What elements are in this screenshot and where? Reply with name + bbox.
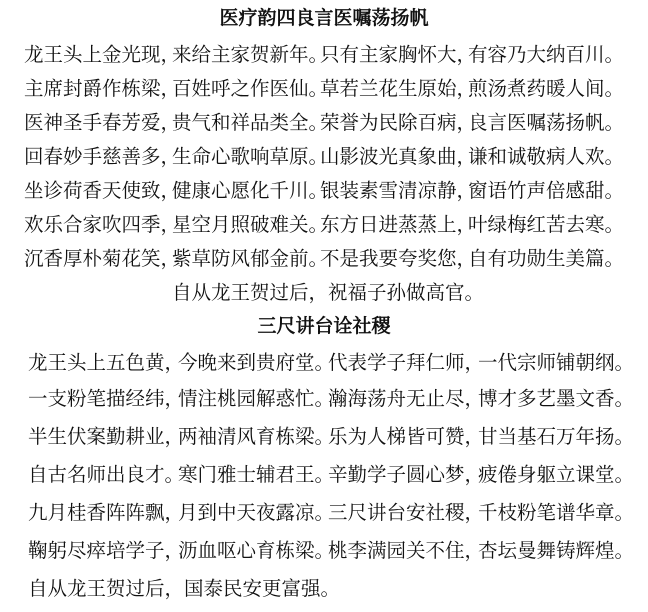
- poem-1-line: [24, 144, 625, 170]
- poem-1-line: [24, 42, 625, 68]
- poem-1-phrase: 窗语竹声倍感甜。: [468, 179, 625, 202]
- poem-1-title: 医疗韵四良言医嘱荡扬帆: [219, 7, 429, 29]
- poem-1-phrase: 贵气和祥品类全。: [172, 111, 329, 134]
- poem-1-phrase: 健康心愿化千川。: [172, 179, 329, 202]
- poem-2-phrase: 情注桃园解惑忙。: [178, 387, 335, 410]
- poem-2-phrase: 半生伏案勤耕业，: [28, 425, 185, 448]
- poem-1-phrase: 有容乃大纳百川。: [468, 43, 625, 66]
- poem-1-phrase: 主席封爵作栋梁，: [24, 77, 181, 100]
- poem-2-phrase: 今晚来到贵府堂。: [178, 351, 335, 374]
- poem-2-phrase: 代表学子拜仁师，: [328, 351, 485, 374]
- poem-1-phrase: 煎汤煮药暖人间。: [468, 77, 625, 100]
- poem-1-phrase: 紫草防风郁金前。: [172, 247, 329, 270]
- poem-1-phrase: 龙王头上金光现，: [24, 43, 181, 66]
- poem-1-phrase: 生命心歌响草原。: [172, 145, 329, 168]
- poem-2-phrase: 龙王头上五色黄，: [28, 351, 185, 374]
- poem-2-line: [28, 386, 635, 412]
- poem-1-phrase: 自有功勋生美篇。: [468, 247, 625, 270]
- poem-2-phrase: 国泰民安更富强。: [184, 577, 341, 600]
- poem-2-closing-line: [28, 576, 340, 602]
- poem-1-phrase: 来给主家贺新年。: [172, 43, 329, 66]
- poem-1-phrase: 草若兰花生原始，: [320, 77, 477, 100]
- poem-2-phrase: 鞠躬尽瘁培学子，: [28, 539, 185, 562]
- poem-1-phrase: 荣誉为民除百病，: [320, 111, 477, 134]
- poem-1-phrase: 山影波光真象曲，: [320, 145, 477, 168]
- poem-2-phrase: 一支粉笔描经纬，: [28, 387, 185, 410]
- poem-1-line: [24, 246, 625, 272]
- poem-2-line: [28, 500, 635, 526]
- poem-1-line: [24, 178, 625, 204]
- poem-2-phrase: 千枝粉笔谱华章。: [478, 501, 635, 524]
- poem-1-phrase: 东方日进蒸蒸上，: [320, 213, 477, 236]
- poem-2-phrase: 瀚海荡舟无止尽，: [328, 387, 485, 410]
- poem-1-phrase: 只有主家胸怀大，: [320, 43, 477, 66]
- poem-1-phrase: 自从龙王贺过后，: [172, 281, 329, 304]
- poem-2-phrase: 甘当基石万年扬。: [478, 425, 635, 448]
- poem-1-phrase: 银装素雪清凉静，: [320, 179, 477, 202]
- poem-1-line: [24, 110, 625, 136]
- poem-2-title: 三尺讲台诠社稷: [257, 315, 391, 337]
- poem-2-phrase: 博才多艺墨文香。: [478, 387, 635, 410]
- poem-2-phrase: 自古名师出良才。: [28, 463, 185, 486]
- poem-2-phrase: 自从龙王贺过后，: [28, 577, 185, 600]
- poem-2-line: [28, 424, 635, 450]
- poem-1-phrase: 星空月照破难关。: [172, 213, 329, 236]
- poem-2-phrase: 桃李满园关不住，: [328, 539, 485, 562]
- poem-2-phrase: 辛勤学子圆心梦，: [328, 463, 485, 486]
- poem-1-phrase: 沉香厚朴菊花笑，: [24, 247, 181, 270]
- poem-2-phrase: 沥血呕心育栋梁。: [178, 539, 335, 562]
- poem-2-phrase: 乐为人梯皆可赞，: [328, 425, 485, 448]
- poem-2-phrase: 一代宗师铺朝纲。: [478, 351, 635, 374]
- poem-2-line: [28, 350, 635, 376]
- poem-1-phrase: 坐诊荷香天使致，: [24, 179, 181, 202]
- poem-1-phrase: 欢乐合家吹四季，: [24, 213, 181, 236]
- poem-1-phrase: 祝福子孙做高官。: [328, 281, 485, 304]
- poem-1-line: [24, 212, 625, 238]
- poem-2-line: [28, 538, 635, 564]
- poem-1-phrase: 谦和诚敬病人欢。: [468, 145, 625, 168]
- poem-2-line: [28, 462, 635, 488]
- poem-2-phrase: 两袖清风育栋梁。: [178, 425, 335, 448]
- poem-2-phrase: 三尺讲台安社稷，: [328, 501, 485, 524]
- poem-1-line: [24, 76, 625, 102]
- poem-2-phrase: 疲倦身躯立课堂。: [478, 463, 635, 486]
- poem-2-phrase: 月到中天夜露凉。: [178, 501, 335, 524]
- poem-2-phrase: 九月桂香阵阵飘，: [28, 501, 185, 524]
- poem-1-phrase: 良言医嘱荡扬帆。: [468, 111, 625, 134]
- poem-1-phrase: 不是我要夸奖您，: [320, 247, 477, 270]
- poem-2-phrase: 杏坛曼舞铸辉煌。: [478, 539, 635, 562]
- poem-1-phrase: 百姓呼之作医仙。: [172, 77, 329, 100]
- poem-1-phrase: 叶绿梅红苦去寒。: [468, 213, 625, 236]
- poem-1-phrase: 回春妙手慈善多，: [24, 145, 181, 168]
- poem-2-phrase: 寒门雅士辅君王。: [178, 463, 335, 486]
- poem-1-phrase: 医神圣手春芳爱，: [24, 111, 181, 134]
- poem-1-closing-line: [172, 280, 484, 306]
